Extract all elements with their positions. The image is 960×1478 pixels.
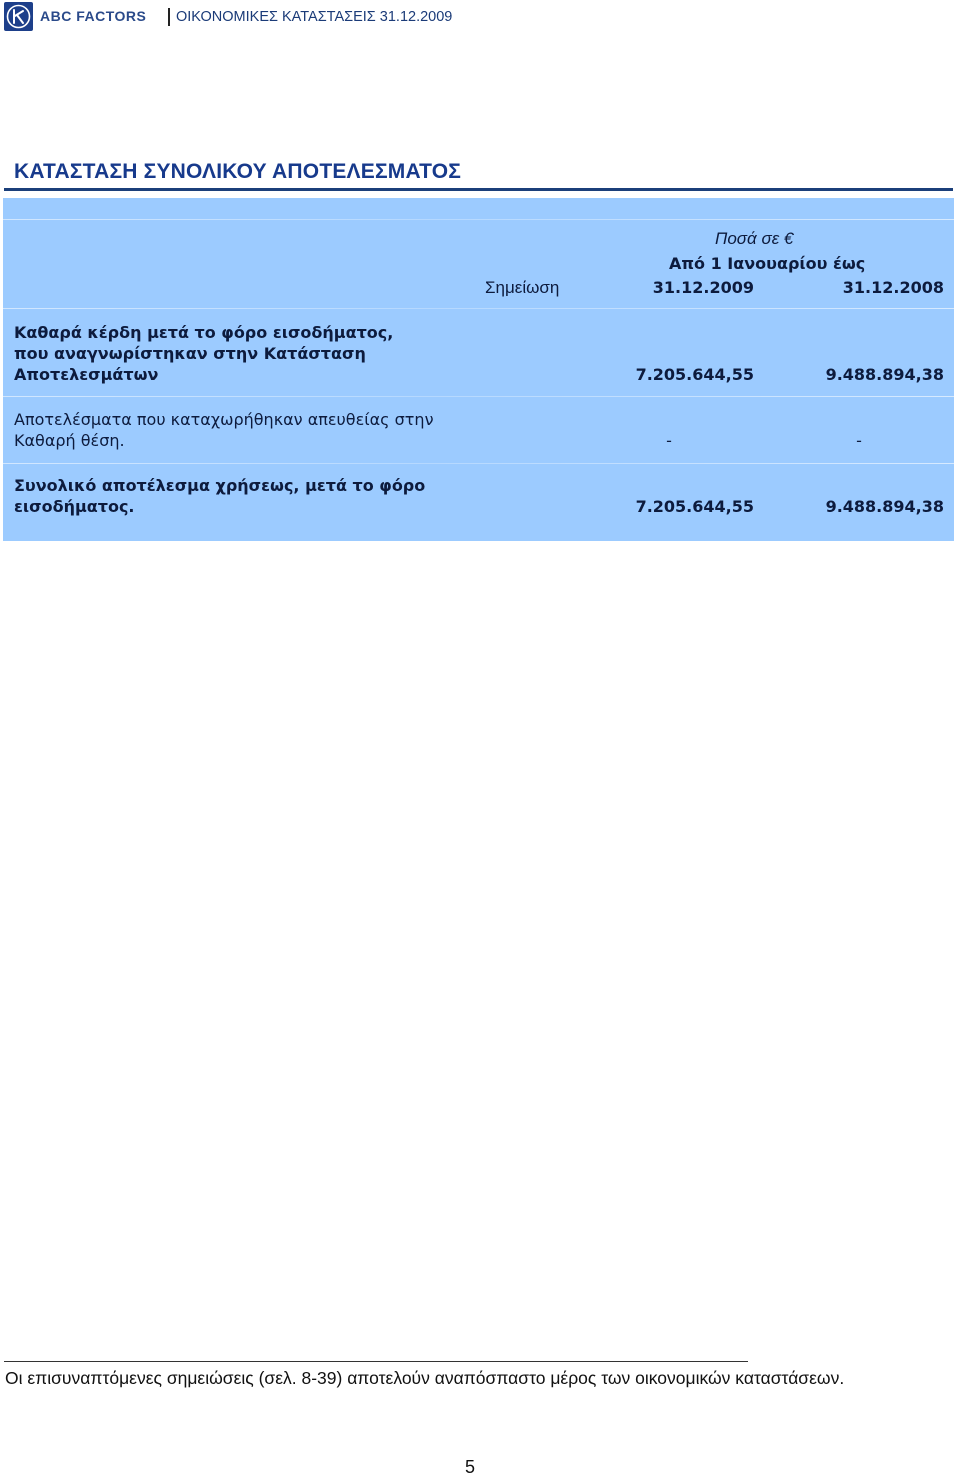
row-label-line: Καθαρή θέση. <box>14 431 125 450</box>
footnote: Οι επισυναπτόμενες σημειώσεις (σελ. 8-39) αποτελούν αναπόσπαστο μέρος των οικονομικών καταστάσεων. <box>5 1368 845 1388</box>
note-column-header: Σημείωση <box>485 278 560 297</box>
title-underline <box>4 188 953 191</box>
comprehensive-income-table <box>3 198 954 541</box>
column-header-2008: 31.12.2008 <box>842 278 944 297</box>
header-divider <box>168 8 170 26</box>
column-header-2009: 31.12.2009 <box>652 278 754 297</box>
value-2008: - <box>856 431 862 450</box>
value-2008: 9.488.894,38 <box>825 497 944 516</box>
row-band <box>3 396 954 397</box>
row-band <box>3 219 954 220</box>
amounts-currency-label: Ποσά σε € <box>715 229 794 248</box>
period-label: Από 1 Ιανουαρίου έως <box>669 254 866 273</box>
alpha-bank-logo-icon <box>4 2 33 31</box>
value-2009: - <box>666 431 672 450</box>
row-band <box>3 308 954 309</box>
page-number: 5 <box>464 1457 475 1477</box>
value-2008: 9.488.894,38 <box>825 365 944 384</box>
value-2009: 7.205.644,55 <box>635 365 754 384</box>
page-header <box>4 2 604 32</box>
footnote-rule <box>4 1361 748 1362</box>
row-label-line: Αποτελεσμάτων <box>14 365 159 384</box>
page-title: ΚΑΤΑΣΤΑΣΗ ΣΥΝΟΛΙΚΟΥ ΑΠΟΤΕΛΕΣΜΑΤΟΣ <box>14 160 462 183</box>
row-label-line: Αποτελέσματα που καταχωρήθηκαν απευθείας στην <box>14 410 434 429</box>
company-logo-text: ABC FACTORS <box>40 8 147 24</box>
row-label-line: εισοδήματος. <box>14 497 135 516</box>
row-label-line: που αναγνωρίστηκαν στην Κατάσταση <box>14 344 366 363</box>
row-label-line: Καθαρά κέρδη μετά το φόρο εισοδήματος, <box>14 323 394 342</box>
value-2009: 7.205.644,55 <box>635 497 754 516</box>
header-title: ΟΙΚΟΝΟΜΙΚΕΣ ΚΑΤΑΣΤΑΣΕΙΣ 31.12.2009 <box>176 9 453 25</box>
row-band <box>3 463 954 464</box>
row-label-line: Συνολικό αποτέλεσμα χρήσεως, μετά το φόρο <box>14 476 426 495</box>
